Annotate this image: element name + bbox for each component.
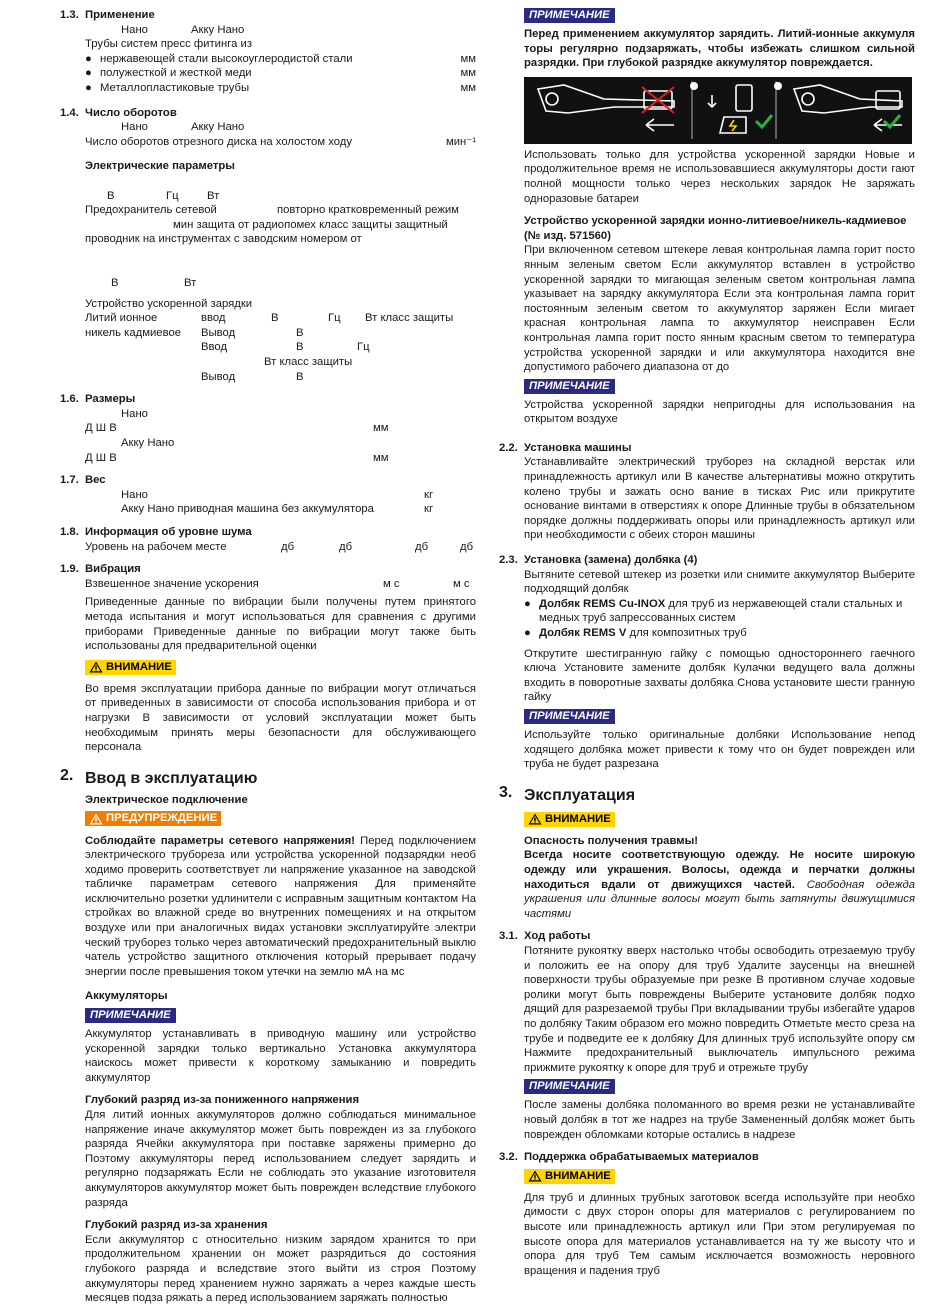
section-title: Вес bbox=[85, 474, 106, 487]
unit: кг bbox=[424, 503, 434, 516]
warning-icon bbox=[528, 1170, 542, 1182]
vibration-label: Взвешенное значение ускорения bbox=[85, 577, 259, 590]
unit-v: В bbox=[296, 326, 304, 339]
power-class: Вт класс защиты bbox=[264, 356, 353, 369]
chapter-title: Ввод в эксплуатацию bbox=[85, 769, 258, 787]
akku-label: Акку Нано bbox=[121, 437, 175, 450]
li-row bbox=[85, 311, 476, 326]
section-3-1 bbox=[499, 929, 915, 1142]
section-3-2 bbox=[499, 1150, 915, 1278]
unit: мм bbox=[460, 81, 476, 94]
note-badge: ПРИМЕЧАНИЕ bbox=[524, 379, 615, 394]
unit-hz: Гц bbox=[166, 189, 179, 202]
warning-badge bbox=[524, 812, 615, 827]
warning-badge bbox=[524, 1169, 615, 1184]
caution-badge bbox=[85, 811, 221, 826]
section-title: Установка (замена) долбяка (4) bbox=[524, 554, 698, 567]
subsection-title: Аккумуляторы bbox=[85, 990, 168, 1003]
col-nano: Нано bbox=[121, 23, 148, 36]
deep-discharge-paragraph: Для литий ионных аккумуляторов должно соблюдаться минимальное напряжение иначе аккумулятор может быть поврежден из за глубокого разряда Ячейки аккумулятора при поставке заряжены примерно до Поэтому аккумуляторы перед использованием следует зарядить и регулярно подзаряжать Если не соблюдать это указание изготовителя аккумуляторов аккумулятор может быть поврежден вследствие глубокого разряда bbox=[85, 1109, 476, 1209]
list-item: ● Металлопластиковые трубы мм bbox=[85, 81, 476, 94]
list-item: ● Долбяк REMS V для композитных труб bbox=[524, 627, 747, 639]
subsection-title: Глубокий разряд из-за хранения bbox=[85, 1219, 268, 1232]
duty-label: повторно кратковременный режим bbox=[277, 204, 459, 217]
chapter-number: 2. bbox=[60, 766, 74, 784]
unit-w: Вт bbox=[207, 189, 220, 202]
section-title: Поддержка обрабатываемых материалов bbox=[524, 1151, 759, 1164]
section-1-8 bbox=[60, 525, 476, 554]
list-item: ● Долбяк REMS Cu-INOX для труб из нержавеющей стали стальных и медных труб запрессованных систем bbox=[524, 597, 903, 625]
section-1-5 bbox=[60, 159, 476, 384]
section-1-4 bbox=[60, 106, 476, 150]
bold-text: Всегда носите соответствующую одежду. Не носите широкую одежду или украшения. Волосы, одежда и перчатки должны находиться вдали от движущихся частей. bbox=[524, 849, 915, 891]
intro-text: Трубы систем пресс фитинга из bbox=[85, 38, 252, 51]
warning-paragraph: Во время эксплуатации прибора данные по вибрации могут отличаться от приведенных в зависимости от способа использования прибора и от нагрузки В зависимости от условий эксплуатации может быть необходимым принять меры безопасности для обслуживающего персонала bbox=[85, 682, 476, 754]
section-title: Установка машины bbox=[524, 441, 632, 454]
item-text: для труб из нержавеющей стали стальных и медных труб запрессованных систем bbox=[539, 597, 903, 625]
voltage-row-2 bbox=[85, 276, 476, 291]
col-nano: Нано bbox=[121, 121, 148, 134]
output-label: Вывод bbox=[201, 370, 236, 383]
unit-w: Вт bbox=[184, 277, 197, 290]
voltage-paragraph bbox=[85, 834, 476, 980]
unit: дб bbox=[339, 540, 353, 553]
section-number: 1.6. bbox=[60, 393, 79, 406]
section-title: Число оборотов bbox=[85, 106, 177, 119]
note-badge: ПРИМЕЧАНИЕ bbox=[524, 8, 615, 23]
bold-lead: Соблюдайте параметры сетевого напряжения! bbox=[85, 834, 355, 847]
warning-icon bbox=[528, 813, 542, 825]
section-1-6 bbox=[60, 392, 476, 465]
column-header-row bbox=[85, 120, 476, 135]
left-column bbox=[60, 8, 476, 1306]
warning-icon bbox=[89, 813, 103, 825]
section-2 bbox=[60, 766, 477, 1306]
charger-label: Устройство ускоренной зарядки bbox=[85, 297, 253, 310]
protection-row bbox=[85, 218, 476, 233]
battery-paragraph: Аккумулятор устанавливать в приводную машину или устройство ускоренной зарядки только вертикально Установка аккумулятора наискось может привести к короткому замыканию и повредить аккумулятор bbox=[85, 1028, 476, 1084]
section-number: 2.3. bbox=[499, 554, 518, 567]
note-badge: ПРИМЕЧАНИЕ bbox=[524, 709, 615, 724]
note-text: После замены долбяка поломанного во время резки не устанавливайте новый долбяк в тот же надрез на трубе Замененный долбяк может быть поврежден обломками которые остались в надрезе bbox=[524, 1099, 915, 1141]
ground-text: проводник на инструментах с заводским номером от bbox=[85, 233, 362, 246]
item-bold: Долбяк REMS Cu-INOX bbox=[539, 597, 666, 610]
section-title: Вибрация bbox=[85, 563, 141, 576]
unit-v: В bbox=[296, 370, 304, 383]
unit: мм bbox=[460, 52, 476, 65]
note-block-top bbox=[499, 8, 915, 427]
item-bold: Долбяк REMS V bbox=[539, 627, 627, 639]
section-number: 1.8. bbox=[60, 526, 79, 538]
vibration-paragraph: Приведенные данные по вибрации были получены путем принятого метода испытания и могут использоваться для сравнения с другими приборами Приведенные данные по вибрации могут также быть использованы для предварительной оценки bbox=[85, 596, 476, 653]
setup-paragraph: Устанавливайте электрический труборез на складной верстак или принадлежность артикул или В качестве альтернативы можно открутить колено трубы и зажать осно вание в тисках Рис или прикрутите основание винтами в отверстиях к опоре Длинные трубы в обязательном порядке должны поддерживать опоры или принадлежность артикул или при необходимости с обеих сторон машины bbox=[524, 456, 915, 542]
badge-label: ВНИМАНИЕ bbox=[545, 1169, 611, 1182]
italic-text: Свободная одежда украшения или длинные волосы могут быть затянуты движущимися частями bbox=[524, 878, 916, 920]
section-1-9 bbox=[60, 562, 476, 755]
protection-label: мин защита от радиопомех класс защиты защитный bbox=[173, 218, 448, 231]
section-title: Информация об уровне шума bbox=[85, 526, 252, 538]
col-akku-nano: Акку Нано bbox=[191, 121, 245, 134]
unit: дб bbox=[460, 540, 474, 553]
unit: м с bbox=[453, 577, 470, 590]
warning-lead: Опасность получения травмы! bbox=[524, 834, 699, 847]
nut-paragraph: Открутите шестигранную гайку с помощью одностороннего гаечного ключа Установите замените долбяк Кулачки ведущего вала должны входить в поворотные захваты долбяка Снова установите шести гранную гайку bbox=[524, 647, 915, 704]
unit: м с bbox=[383, 577, 400, 590]
akku-label: Акку Нано приводная машина без аккумулятора bbox=[121, 503, 374, 516]
column-header-row bbox=[85, 23, 476, 38]
charging-illustration bbox=[524, 77, 912, 144]
charger-paragraph: При включенном сетевом штекере левая контрольная лампа горит посто янным зеленым светом Если аккумулятор вставлен в устройство ускоренной зарядки то мигающая зеленым светом контрольная лампа указывает на зарядку аккумулятора Если эта контрольная лампа горит постоянным зеленым светом то аккумулятор заряжен Если мигает красная контрольная лампа то аккумулятор неисправен Если контрольная лампа горит посто янным красным светом то температура устройства ускоренной зарядки и или аккумулятора находится вне допустимого рабочего диапазона от до bbox=[524, 244, 915, 374]
charger-title: Устройство ускоренной зарядки ионно-литиевое/никель-кадмиевое (№ изд. 571560) bbox=[524, 215, 907, 242]
section-number: 3.1. bbox=[499, 930, 518, 943]
section-2-3 bbox=[499, 553, 915, 772]
section-number: 1.7. bbox=[60, 474, 79, 487]
fuse-row bbox=[85, 203, 476, 218]
section-1-7 bbox=[60, 473, 476, 517]
unit: мм bbox=[373, 451, 389, 464]
voltage-row bbox=[85, 189, 476, 204]
section-title: Применение bbox=[85, 9, 155, 21]
item-text: Металлопластиковые трубы bbox=[100, 81, 250, 94]
subsection-title: Глубокий разряд из-за пониженного напряжения bbox=[85, 1094, 360, 1107]
section-number: 3.2. bbox=[499, 1151, 518, 1164]
unit: мм bbox=[373, 422, 389, 435]
section-number: 1.9. bbox=[60, 563, 79, 576]
note-text: Перед применением аккумулятор зарядить. Литий-ионные аккумуля торы регулярно подзаряжать, чтобы избежать слишком сильной разрядки. При глубокой разрядке аккумулятор повреждается. bbox=[524, 28, 915, 70]
col-akku-nano: Акку Нано bbox=[191, 23, 245, 36]
chapter-number: 3. bbox=[499, 783, 513, 801]
nano-label: Нано bbox=[121, 488, 148, 501]
unit: дб bbox=[281, 540, 295, 553]
warning-paragraph bbox=[524, 848, 915, 921]
note-text: Используйте только оригинальные долбяки Использование непод ходящего долбяка может привести к тому что он будет поврежден или труба не будет разрезана bbox=[524, 728, 915, 771]
class-row bbox=[85, 355, 476, 370]
input-row bbox=[85, 340, 476, 355]
power-class: Вт класс защиты bbox=[365, 312, 454, 325]
section-number: 2.2. bbox=[499, 441, 518, 454]
section-number: 1.4. bbox=[60, 106, 79, 119]
unit-hz: Гц bbox=[357, 341, 370, 354]
dim-label: Д Ш В bbox=[85, 451, 117, 464]
unit-hz: Гц bbox=[328, 312, 341, 325]
fuse-label: Предохранитель сетевой bbox=[85, 204, 217, 217]
dim-label: Д Ш В bbox=[85, 422, 117, 435]
list-item: ● нержавеющей стали высокоуглеродистой стали мм bbox=[85, 52, 476, 65]
rpm-label: Число оборотов отрезного диска на холостом ходу bbox=[85, 135, 353, 148]
section-number: 1.3. bbox=[60, 9, 79, 21]
list-item: ● полужесткой и жесткой меди мм bbox=[85, 67, 476, 80]
unit: дб bbox=[415, 540, 429, 553]
unit-v: В bbox=[107, 189, 115, 202]
input-label: ввод bbox=[201, 312, 226, 325]
input-label: Ввод bbox=[201, 341, 228, 354]
item-text: полужесткой и жесткой меди bbox=[100, 67, 252, 80]
unit-v: В bbox=[111, 277, 119, 290]
subsection-title: Электрическое подключение bbox=[85, 793, 248, 806]
support-paragraph: Для труб и длинных трубных заготовок всегда используйте при необхо димости с двух сторон опоры для материалов с регулированием по высоте или принадлежность артикул или При этом регулируемая по высоте опора для материалов устанавливается на ту же высоту что и опора для труб Тем самым исключается возможность неровного вращения и падения труб bbox=[524, 1191, 915, 1277]
nano-label: Нано bbox=[121, 407, 148, 420]
section-2-2 bbox=[499, 441, 915, 543]
unit: мм bbox=[460, 67, 476, 80]
note-badge: ПРИМЕЧАНИЕ bbox=[524, 1079, 615, 1094]
badge-label: ПРЕДУПРЕЖДЕНИЕ bbox=[106, 812, 218, 825]
li-label: Литий ионное bbox=[85, 312, 158, 325]
procedure-paragraph: Потяните рукоятку вверх настолько чтобы освободить отрезаемую трубу и положить ее на опору для труб Удалите заусенцы на внешней поверхности трубы образуемые при резке В противном случае ходовые ролики могут быть повреждены Выберите установите долбяк подхо дящий для разрезаемой трубы При вкладывании трубы избегайте ударов по долбяку Таким образом его можно повредить Отметьте место среза на трубе и подведите ее к долбяку Для длинных труб используйте опору см Нажмите предохранительный выключатель импульсного режима прижмите рукоятку к опоре для труб и отрежьте трубу bbox=[524, 945, 915, 1074]
warning-icon bbox=[89, 661, 103, 673]
rpm-row bbox=[85, 135, 476, 150]
nicd-label: никель кадмиевое bbox=[85, 326, 182, 339]
body-text: Перед подключением электрического трубореза или устройства ускоренной подзарядки необ ходимо проверить соответствует ли напряжение указанное на заводской табличке параметрам сетевого напряжения Для применяйте исключительно розетки удлинители с исправным защитным контактом На стройках во влажной среде во внутренних помещениях и на открытом воздухе или при аналогичных видах установки эксплуатируйте электри ческий труборез только через автоматический предохранительный выклю чатель устройство защитного отключения который прерывает подачу энергии после превышения током утечки на землю мА на мс bbox=[85, 834, 477, 978]
battery-charging-icon bbox=[524, 77, 912, 144]
right-column bbox=[499, 8, 915, 1278]
chapter-title: Эксплуатация bbox=[524, 786, 636, 804]
replace-paragraph: Вытяните сетевой штекер из розетки или снимите аккумулятор Выберите подходящий долбяк bbox=[524, 568, 915, 596]
item-text: нержавеющей стали высокоуглеродистой стали bbox=[100, 52, 353, 65]
note-text: Устройства ускоренной зарядки непригодны для использования на открытом воздухе bbox=[524, 398, 915, 426]
noise-label: Уровень на рабочем месте bbox=[85, 540, 227, 553]
section-title: Электрические параметры bbox=[85, 160, 235, 173]
unit-v: В bbox=[271, 312, 279, 325]
section-title: Размеры bbox=[85, 393, 136, 406]
nicd-row bbox=[85, 326, 476, 341]
badge-label: ВНИМАНИЕ bbox=[106, 660, 172, 673]
storage-paragraph: Если аккумулятор с относительно низким зарядом хранится то при продолжительном хранении он может разрядиться до состояния глубокого разряда и вследствие этого выйти из строя Поэтому аккумуляторы перед хранением нужно заряжать а через каждые шесть месяцев подза ряжать а перед использованием заряжать полностью bbox=[85, 1233, 476, 1305]
section-title: Ход работы bbox=[524, 930, 591, 943]
section-1-3 bbox=[60, 8, 476, 96]
output-row bbox=[85, 370, 476, 385]
section-3 bbox=[499, 783, 916, 922]
item-text: для композитных труб bbox=[626, 627, 747, 639]
unit: кг bbox=[424, 488, 434, 501]
output-label: Вывод bbox=[201, 326, 236, 339]
badge-label: ВНИМАНИЕ bbox=[545, 812, 611, 825]
fast-charge-paragraph: Использовать только для устройства ускоренной зарядки Новые и продолжительное время не использовавшиеся аккумуляторы дости гают полной мощности только через нескольких зарядок Не заряжать одноразовые батареи bbox=[524, 148, 915, 205]
note-badge: ПРИМЕЧАНИЕ bbox=[85, 1008, 176, 1023]
unit-v: В bbox=[296, 341, 304, 354]
unit: мин⁻¹ bbox=[445, 135, 476, 148]
warning-badge bbox=[85, 660, 176, 675]
